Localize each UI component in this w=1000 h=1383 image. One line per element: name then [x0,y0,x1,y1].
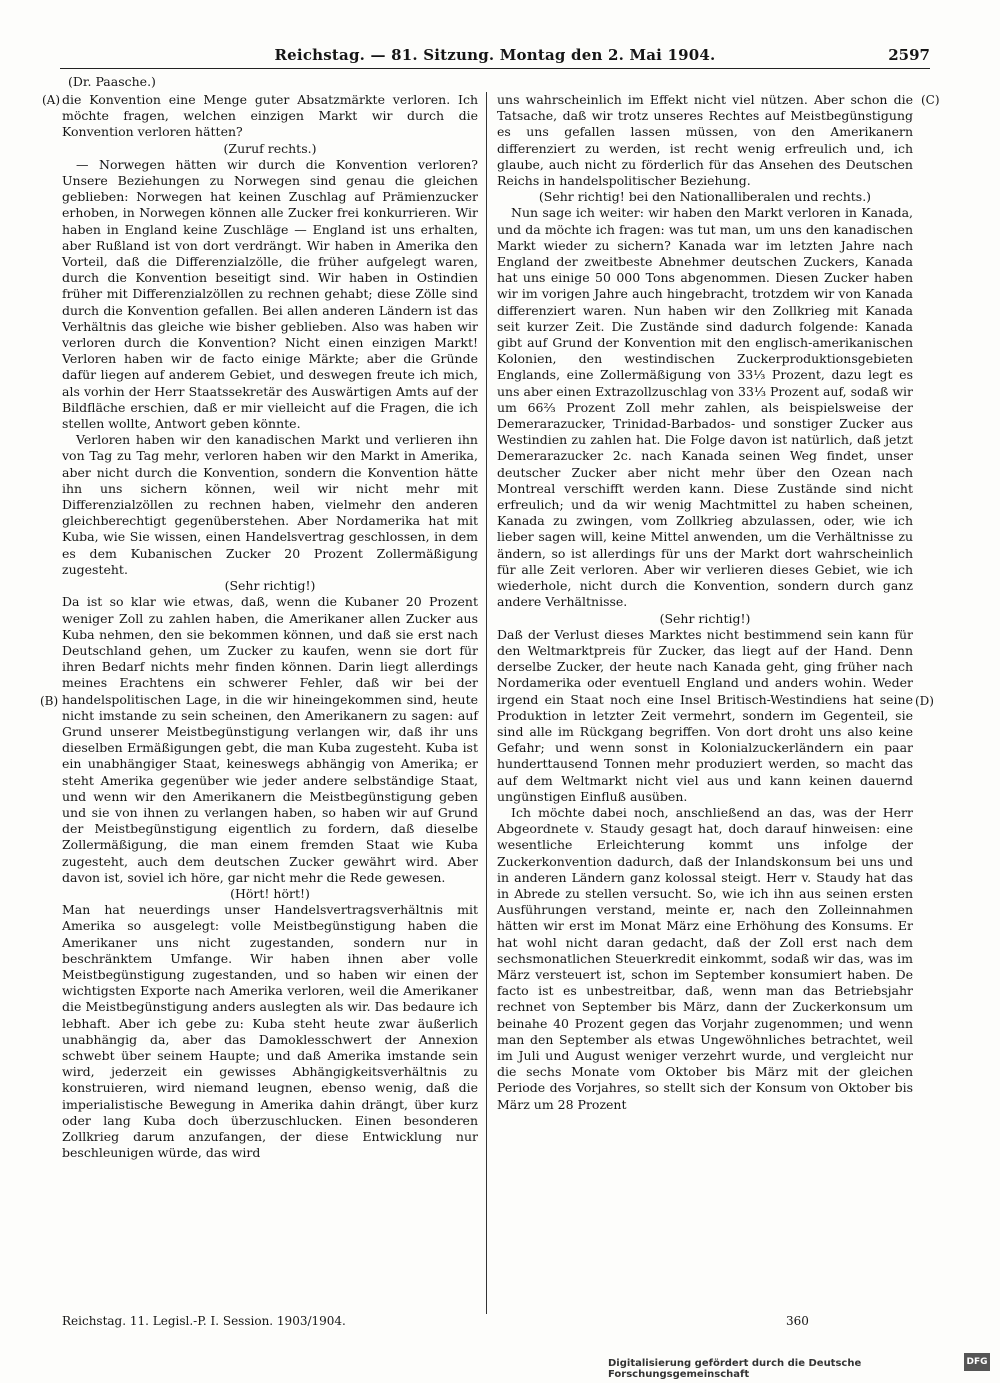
paragraph: Man hat neuerdings unser Handelsvertragsverhältnis mit Amerika so ausgelegt: volle Meistbegünstigung haben die Amerikaner uns nicht zugestanden, sondern nur in beschränktem Umfange. Wir haben ihnen aber volle Meistbegünstigung zugestanden, und so haben wir einen der wichtigsten Exporte nach Amerika verloren, weil die Amerikaner die Meistbegünstigung anders auslegten als wir. Das bedaure ich lebhaft. Aber ich gebe zu: Kuba steht heute zwar äußerlich unabhängig da, aber das Damoklesschwert der Annexion schwebt über seinem Haupte; und daß Amerika imstande sein wird, jederzeit ein gewisses Abhängigkeitsverhältnis zu konstruieren, wird niemand leugnen, ebenso wenig, daß die imperialistische Bewegung in Amerika dahin drängt, über kurz oder lang Kuba doch überzuschlucken. Einen besonderen Zollkrieg darum anzufangen, der diese Entwicklung nur beschleunigen würde, das wird [62,902,478,1161]
interjection: (Sehr richtig! bei den Nationalliberalen und rechts.) [538,189,872,205]
page-header [60,46,930,68]
margin-marker-b: (B) [40,694,59,708]
paragraph: Verloren haben wir den kanadischen Markt und verlieren ihn von Tag zu Tag mehr, verloren haben wir den Markt in Amerika, aber nicht durch die Konvention, sondern die Konvention hätte ihn uns sichern können, weil wir nicht mehr mit Differenzialzöllen zu rechnen haben, vielmehr den anderen gleichberechtigt gegenüberstehen. Aber Nordamerika hat mit Kuba, wie Sie wissen, einen Handelsvertrag geschlossen, in dem es dem Kubanischen Zucker 20 Prozent Zollermäßigung zugesteht. [62,432,478,577]
digitization-credit: Digitalisierung gefördert durch die Deutsche Forschungsgemeinschaft [608,1358,862,1380]
page-number: 2597 [888,46,930,64]
footer-session-info: Reichstag. 11. Legisl.-P. I. Session. 1903/1904. [62,1314,346,1328]
margin-marker-a: (A) [42,93,61,107]
paragraph: uns wahrscheinlich im Effekt nicht viel nützen. Aber schon die Tatsache, daß wir trotz unseres Rechtes auf Meistbegünstigung es uns gefallen lassen müssen, von den Amerikanern differenziert zu werden, ist recht wenig erfreulich und, ich glaube, auch nicht zu förderlich für das Ansehen des Deutschen Reichs in handelspolitischer Beziehung. [497,92,913,189]
margin-marker-d: (D) [915,694,934,708]
left-column [62,92,478,1161]
paragraph: — Norwegen hätten wir durch die Konvention verloren? Unsere Beziehungen zu Norwegen sind genau die gleichen geblieben: Norwegen hat keinen Zuschlag auf Prämienzucker erhoben, in Norwegen können alle Zucker frei konkurrieren. Wir haben in England keine Zuschläge — England ist uns erhalten, aber Rußland ist von dort verdrängt. Wir haben in Amerika den Vorteil, daß die Differenzialzölle, die früher aufgelegt waren, durch die Konvention beseitigt sind. Wir haben in Ostindien früher mit Differenzialzöllen zu rechnen gehabt; diese Zölle sind durch die Konvention gefallen. Bei allen anderen Ländern ist das Verhältnis das gleiche wie bisher geblieben. Also was haben wir verloren durch die Konvention? Nicht einen einzigen Markt! Verloren haben wir de facto einige Märkte; aber die Gründe dafür liegen auf anderem Gebiet, und deswegen freute ich mich, als vorhin der Herr Staatssekretär des Auswärtigen Amts auf der Bildfläche erschien, daß er mir vielleicht auf die Fragen, die ich stellen wollte, Antwort geben könnte. [62,156,478,432]
interjection: (Sehr richtig!) [224,578,316,594]
running-title: Reichstag. — 81. Sitzung. Montag den 2. Mai 1904. [274,46,716,64]
interjection: (Sehr richtig!) [659,610,751,626]
interjection: (Zuruf rechts.) [223,140,317,156]
right-column [497,92,913,1113]
margin-marker-c: (C) [921,93,940,107]
paragraph: Ich möchte dabei noch, anschließend an das, was der Herr Abgeordnete v. Staudy gesagt hat, doch darauf hinweisen: eine wesentliche Erleichterung kommt uns infolge der Zuckerkonvention dadurch, daß der Inlandskonsum bei uns und in anderen Ländern ganz kolossal steigt. Herr v. Staudy hat das in Abrede zu stellen versucht. So, wie ich ihn aus seinen ersten Ausführungen verstand, meinte er, nach den Zolleinnahmen hätten wir erst im Monat März eine Erhöhung des Konsums. Er hat wohl nicht daran gedacht, daß der Zoll erst nach dem sechsmonatlichen Steuerkredit einkommt, sodaß wir das, was im März versteuert ist, schon im September konsumiert haben. De facto ist es unbestreitbar, daß, wenn man das Betriebsjahr rechnet von September bis März, dann der Zuckerkonsum um beinahe 40 Prozent gegen das Vorjahr zugenommen; und wenn man den September als etwas Ungewöhnliches betrachtet, weil im Juli und August weniger verzehrt wurde, und vergleicht nur die sechs Monate vom Oktober bis März mit der gleichen Periode des Vorjahres, so stellt sich der Konsum von Oktober bis März um 28 Prozent [497,804,913,1112]
paragraph: Da ist so klar wie etwas, daß, wenn die Kubaner 20 Prozent weniger Zoll zu zahlen haben, die Amerikaner allen Zucker aus Kuba nehmen, den sie bekommen können, und daß sie erst nach Deutschland gehen, um Zucker zu kaufen, wenn sie dort für ihren Bedarf nichts mehr finden können. Darin liegt allerdings meines Erachtens ein schwerer Fehler, daß wir bei der handelspolitischen Lage, in die wir hineingekommen sind, heute nicht imstande zu sein scheinen, den Amerikanern zu sagen: auf Grund unserer Meistbegünstigung verlangen wir, daß ihr uns dieselben Ermäßigungen gebt, die man Kuba zugesteht. Kuba ist ein unabhängiger Staat, keineswegs abhängig von Amerika; er steht Amerika gegenüber wie jeder andere selbständige Staat, und wenn wir den Amerikanern die Meistbegünstigung geben und sie von ihnen zu verlangen haben, so haben wir auf Grund der Meistbegünstigung eigentlich zu fordern, daß dieselbe Zollermäßigung, die man einem fremden Staat wie Kuba zugesteht, auch dem deutschen Zucker gewährt wird. Aber davon ist, soviel ich höre, gar nicht mehr die Rede gewesen. [62,594,478,885]
column-divider [486,92,487,1314]
footer-signature: 360 [786,1314,809,1328]
dfg-logo: DFG [964,1353,990,1371]
paragraph: Daß der Verlust dieses Marktes nicht bestimmend sein kann für den Weltmarktpreis für Zucker, das liegt auf der Hand. Denn derselbe Zucker, der heute nach Kanada geht, ging früher nach Nordamerika oder eventuell England und anders wohin. Weder irgend ein Staat noch eine Insel Britisch-Westindiens hat seine Produktion in letzter Zeit vermehrt, sondern im Gegenteil, sie sind alle im Rückgang begriffen. Von dort droht uns also keine Gefahr; und wenn sonst in Kolonialzuckerländern ein paar hunderttausend Tonnen mehr produziert werden, so macht das auf dem Weltmarkt nicht viel aus und kann keinen dauernd ungünstigen Einfluß ausüben. [497,626,913,804]
paragraph: Nun sage ich weiter: wir haben den Markt verloren in Kanada, und da möchte ich fragen: was tut man, um uns den kanadischen Markt wieder zu sichern? Kanada war im letzten Jahre nach England der zweitbeste Abnehmer deutschen Zuckers, Kanada hat uns einige 50 000 Tons abgenommen. Diesen Zucker haben wir im vorigen Jahre auch hingebracht, trotzdem wir von Kanada differenziert waren. Nun haben wir den Zollkrieg mit Kanada seit kurzer Zeit. Die Zustände sind dadurch folgende: Kanada gibt auf Grund der Konvention mit den englisch-amerikanischen Kolonien, den westindischen Zuckerproduktionsgebieten Englands, eine Zollermäßigung von 33⅓ Prozent, dazu legt es uns aber einen Extrazollzuschlag von 33⅓ Prozent auf, sodaß wir um 66⅔ Prozent Zoll mehr zahlen, als beispielsweise der Demerarazucker, Trinidad-Barbados- und sonstiger Zucker aus Westindien zu zahlen hat. Die Folge davon ist natürlich, daß jetzt Demerarazucker 2c. nach Kanada seinen Weg findet, unser deutscher Zucker aber nicht mehr über den Ozean nach Montreal verschifft werden kann. Diese Zustände sind nicht erfreulich; und da wir wenig Machtmittel zu haben scheinen, Kanada zu zwingen, vom Zollkrieg abzulassen, oder, wie ich lieber sagen will, keine Mittel anwenden, um die Verhältnisse zu ändern, so ist allerdings für uns der Markt dort wahrscheinlich für alle Zeit verloren. Aber wir verlieren dieses Gebiet, wie ich wiederhole, nicht durch die Konvention, sondern durch ganz andere Verhältnisse. [497,205,913,610]
header-rule [60,68,930,69]
speaker-label: (Dr. Paasche.) [68,74,156,89]
paragraph: die Konvention eine Menge guter Absatzmärkte verloren. Ich möchte fragen, welchen einzigen Markt wir durch die Konvention verloren hätten? [62,92,478,140]
interjection: (Hört! hört!) [230,885,310,901]
